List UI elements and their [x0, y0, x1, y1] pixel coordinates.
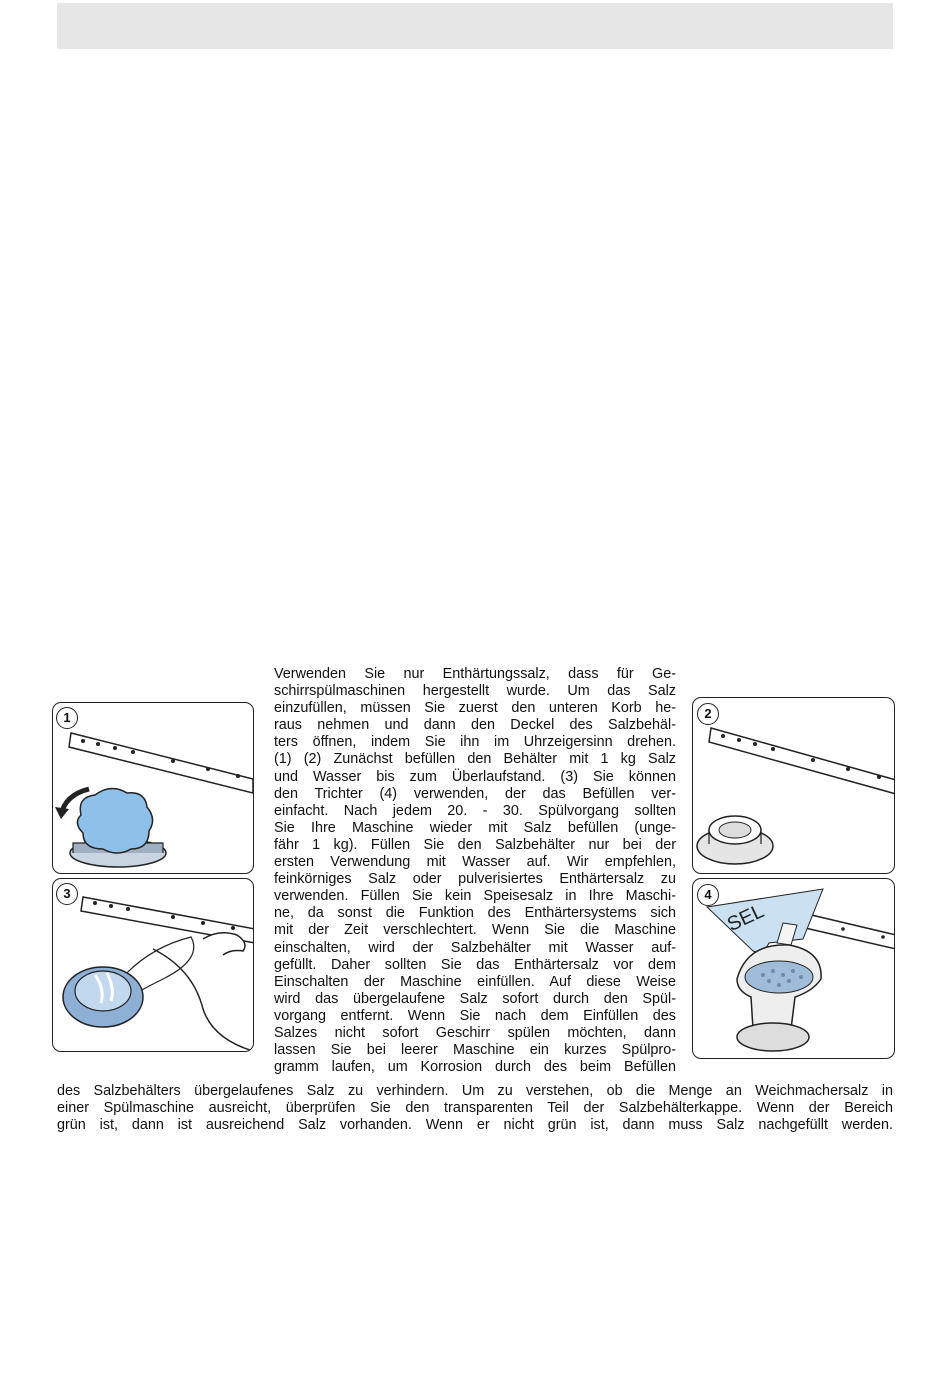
figure-2-number: 2	[697, 703, 719, 725]
text-line: den Trichter (4) verwenden, der das Befüllen ver-	[274, 785, 676, 802]
figure-1-number: 1	[56, 707, 78, 729]
text-line: und Wasser bis zum Überlaufstand. (3) Sie können	[274, 768, 676, 785]
text-line: raus nehmen und dann den Deckel des Salzbehäl-	[274, 717, 676, 734]
text-line: ersten Verwendung mit Wasser auf. Wir empfehlen,	[274, 854, 676, 871]
figure-2-illustration	[693, 698, 895, 874]
text-line: feinkörniges Salz oder pulverisiertes Enthärtersalz zu	[274, 871, 676, 888]
figure-4-panel	[692, 878, 895, 1059]
text-line: grün ist, dann ist ausreichend Salz vorhanden. Wenn er nicht grün ist, dann muss Salz nachgefüllt werden.	[57, 1117, 893, 1134]
text-line: mit der Zeit verschlechtert. Wenn Sie die Maschine	[274, 922, 676, 939]
figure-2-panel	[692, 697, 895, 874]
text-line: einzufüllen, müssen Sie zuerst den unteren Korb he-	[274, 700, 676, 717]
sel-package-label: SEL	[723, 900, 768, 937]
text-line: einschalten, wird der Salzbehälter mit Wasser auf-	[274, 939, 676, 956]
text-line: Sie Ihre Maschine wieder mit Salz befüllen (unge-	[274, 819, 676, 836]
figure-3-number: 3	[56, 883, 78, 905]
text-line: fähr 1 kg). Füllen Sie den Salzbehälter nur bei der	[274, 836, 676, 853]
text-line: lassen Sie bei leerer Maschine ein kurzes Spülpro-	[274, 1042, 676, 1059]
text-line: schirrspülmaschinen hergestellt wurde. Um das Salz	[274, 683, 676, 700]
text-line: einer Spülmaschine ausreicht, überprüfen Sie den transparenten Teil der Salzbehälterkappe. Wenn der Bereich	[57, 1100, 893, 1117]
text-line: ne, da sonst die Funktion des Enthärtersystems sich	[274, 905, 676, 922]
figure-4-illustration	[693, 879, 895, 1059]
text-line: des Salzbehälters übergelaufenes Salz zu verhindern. Um zu verstehen, ob die Menge an Weichmachersalz in	[57, 1083, 893, 1099]
text-line: Einschalten der Maschine einfüllen. Auf diese Weise	[274, 973, 676, 990]
text-line: Verwenden Sie nur Enthärtungssalz, dass für Ge-	[274, 666, 676, 682]
header-bar	[57, 3, 893, 49]
text-line: Salzes nicht sofort Geschirr spülen möchten, dann	[274, 1024, 676, 1041]
figure-1-panel	[52, 702, 254, 874]
figure-3-panel	[52, 878, 254, 1052]
instruction-text-continued	[57, 1083, 893, 1134]
figure-1-illustration	[53, 703, 254, 874]
figure-4-number: 4	[697, 884, 719, 906]
text-line: gefüllt. Daher sollten Sie das Enthärtersalz vor dem	[274, 956, 676, 973]
text-line: wird das übergelaufene Salz sofort durch den Spül-	[274, 990, 676, 1007]
text-line: verwenden. Füllen Sie kein Speisesalz in Ihre Maschi-	[274, 888, 676, 905]
figure-3-illustration	[53, 879, 254, 1052]
text-line: vorgang entfernt. Wenn Sie nach dem Einfüllen des	[274, 1007, 676, 1024]
instruction-text	[274, 666, 676, 1076]
text-line: gramm laufen, um Korrosion durch des beim Befüllen	[274, 1059, 676, 1076]
text-line: einfacht. Nach jedem 20. - 30. Spülvorgang sollten	[274, 802, 676, 819]
text-line: (1) (2) Zunächst befüllen den Behälter mit 1 kg Salz	[274, 751, 676, 768]
text-line: ters öffnen, indem Sie ihn im Uhrzeigersinn drehen.	[274, 734, 676, 751]
